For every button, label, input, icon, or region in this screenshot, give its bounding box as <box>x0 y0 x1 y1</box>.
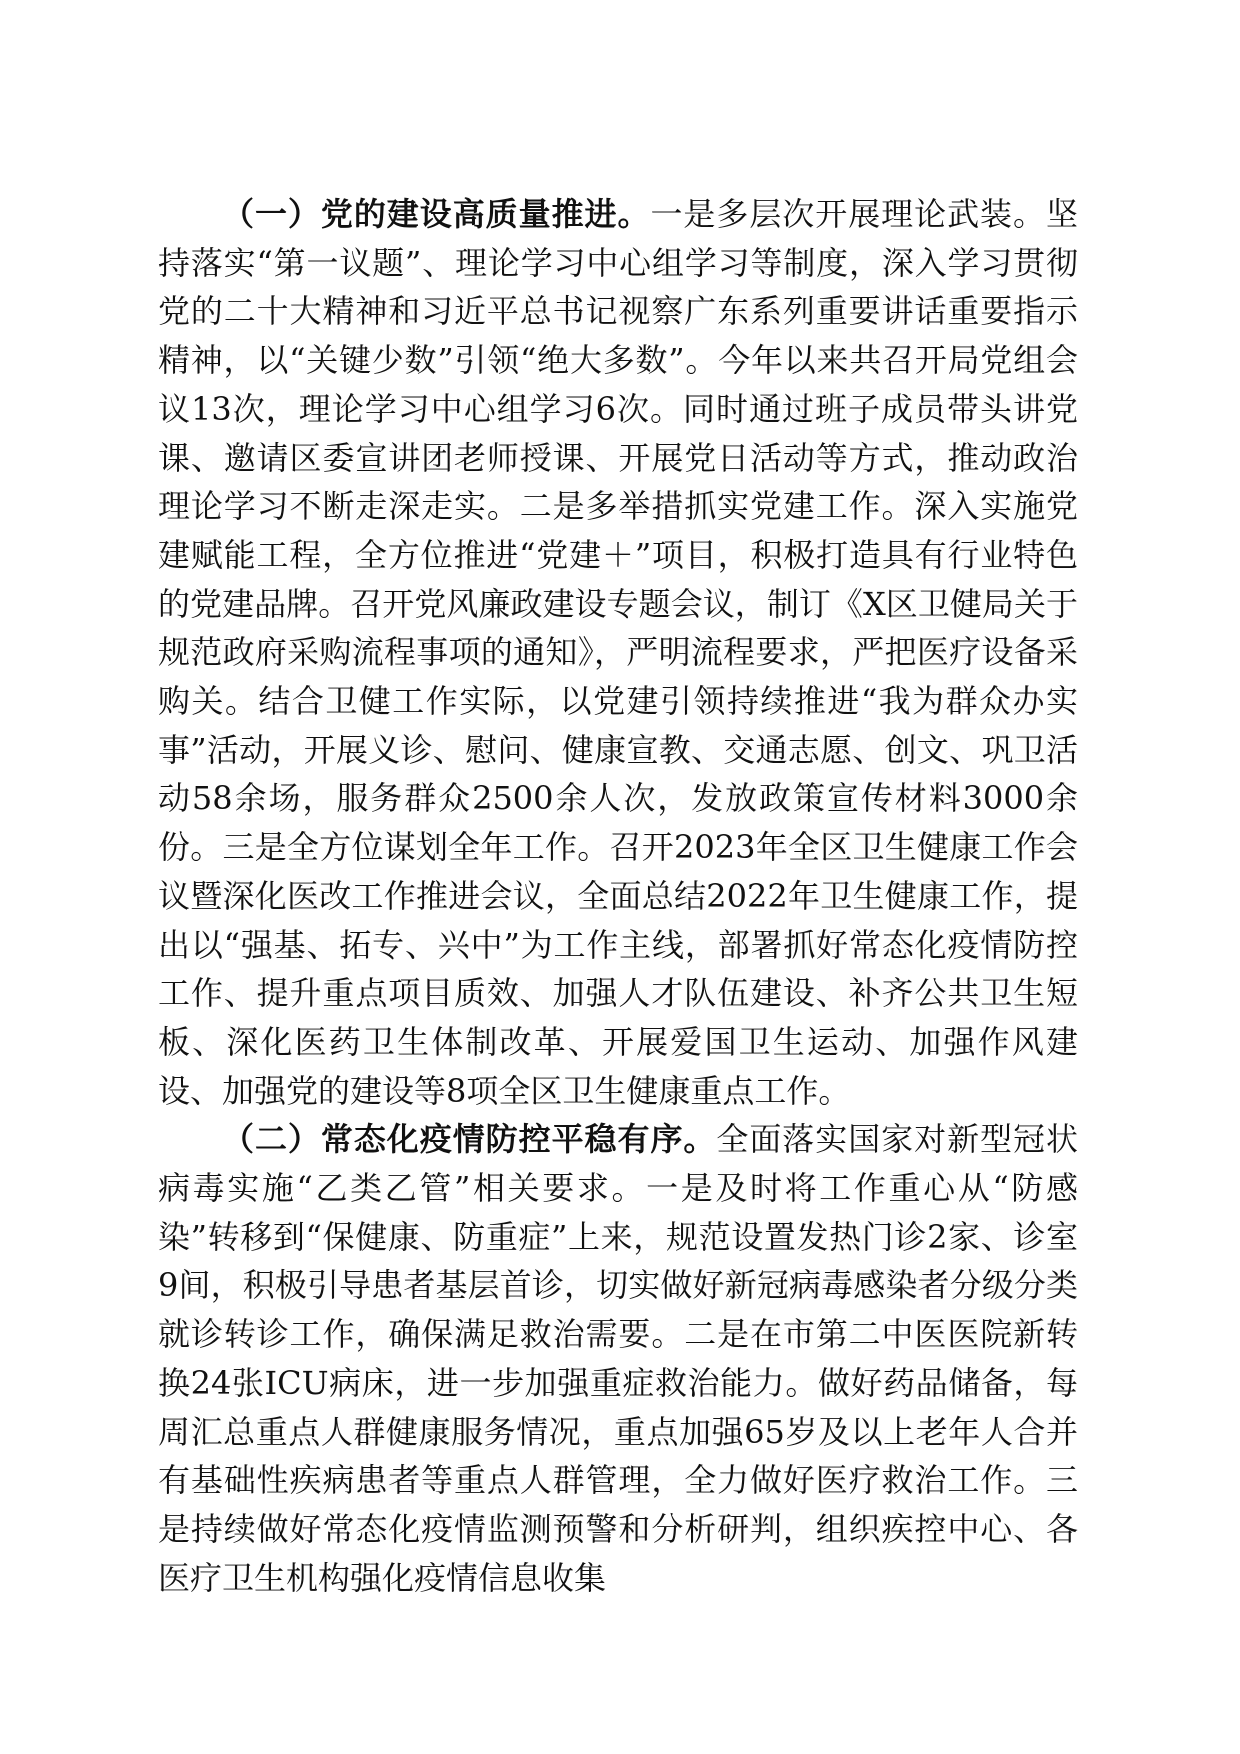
paragraph-epidemic-control <box>158 1115 1078 1602</box>
paragraph-party-building <box>158 190 1078 1115</box>
section-heading-1: （一）党的建设高质量推进。 <box>222 195 651 233</box>
paragraph-text-2: 全面落实国家对新型冠状病毒实施“乙类乙管”相关要求。一是及时将工作重心从“防感染”转移到“保健康、防重症”上来，规范设置发热门诊2家、诊室9间，积极引导患者基层首诊，切实做好新冠病毒感染者分级分类就诊转诊工作，确保满足救治需要。二是在市第二中医医院新转换24张ICU病床，进一步加强重症救治能力。做好药品储备，每周汇总重点人群健康服务情况，重点加强65岁及以上老年人合并有基础性疾病患者等重点人群管理，全力做好医疗救治工作。三是持续做好常态化疫情监测预警和分析研判，组织疾控中心、各医疗卫生机构强化疫情信息收集 <box>158 1120 1078 1597</box>
paragraph-text-1: 一是多层次开展理论武装。坚持落实“第一议题”、理论学习中心组学习等制度，深入学习贯彻党的二十大精神和习近平总书记视察广东系列重要讲话重要指示精神，以“关键少数”引领“绝大多数”。今年以来共召开局党组会议13次，理论学习中心组学习6次。同时通过班子成员带头讲党课、邀请区委宣讲团老师授课、开展党日活动等方式，推动政治理论学习不断走深走实。二是多举措抓实党建工作。深入实施党建赋能工程，全方位推进“党建＋”项目，积极打造具有行业特色的党建品牌。召开党风廉政建设专题会议，制订《X区卫健局关于规范政府采购流程事项的通知》，严明流程要求，严把医疗设备采购关。结合卫健工作实际，以党建引领持续推进“我为群众办实事”活动，开展义诊、慰问、健康宣教、交通志愿、创文、巩卫活动58余场，服务群众2500余人次，发放政策宣传材料3000余份。三是全方位谋划全年工作。召开2023年全区卫生健康工作会议暨深化医改工作推进会议，全面总结2022年卫生健康工作，提出以“强基、拓专、兴中”为工作主线，部署抓好常态化疫情防控工作、提升重点项目质效、加强人才队伍建设、补齐公共卫生短板、深化医药卫生体制改革、开展爱国卫生运动、加强作风建设、加强党的建设等8项全区卫生健康重点工作。 <box>158 195 1078 1110</box>
section-heading-2: （二）常态化疫情防控平稳有序。 <box>222 1120 717 1159</box>
document-body <box>158 190 1078 1602</box>
